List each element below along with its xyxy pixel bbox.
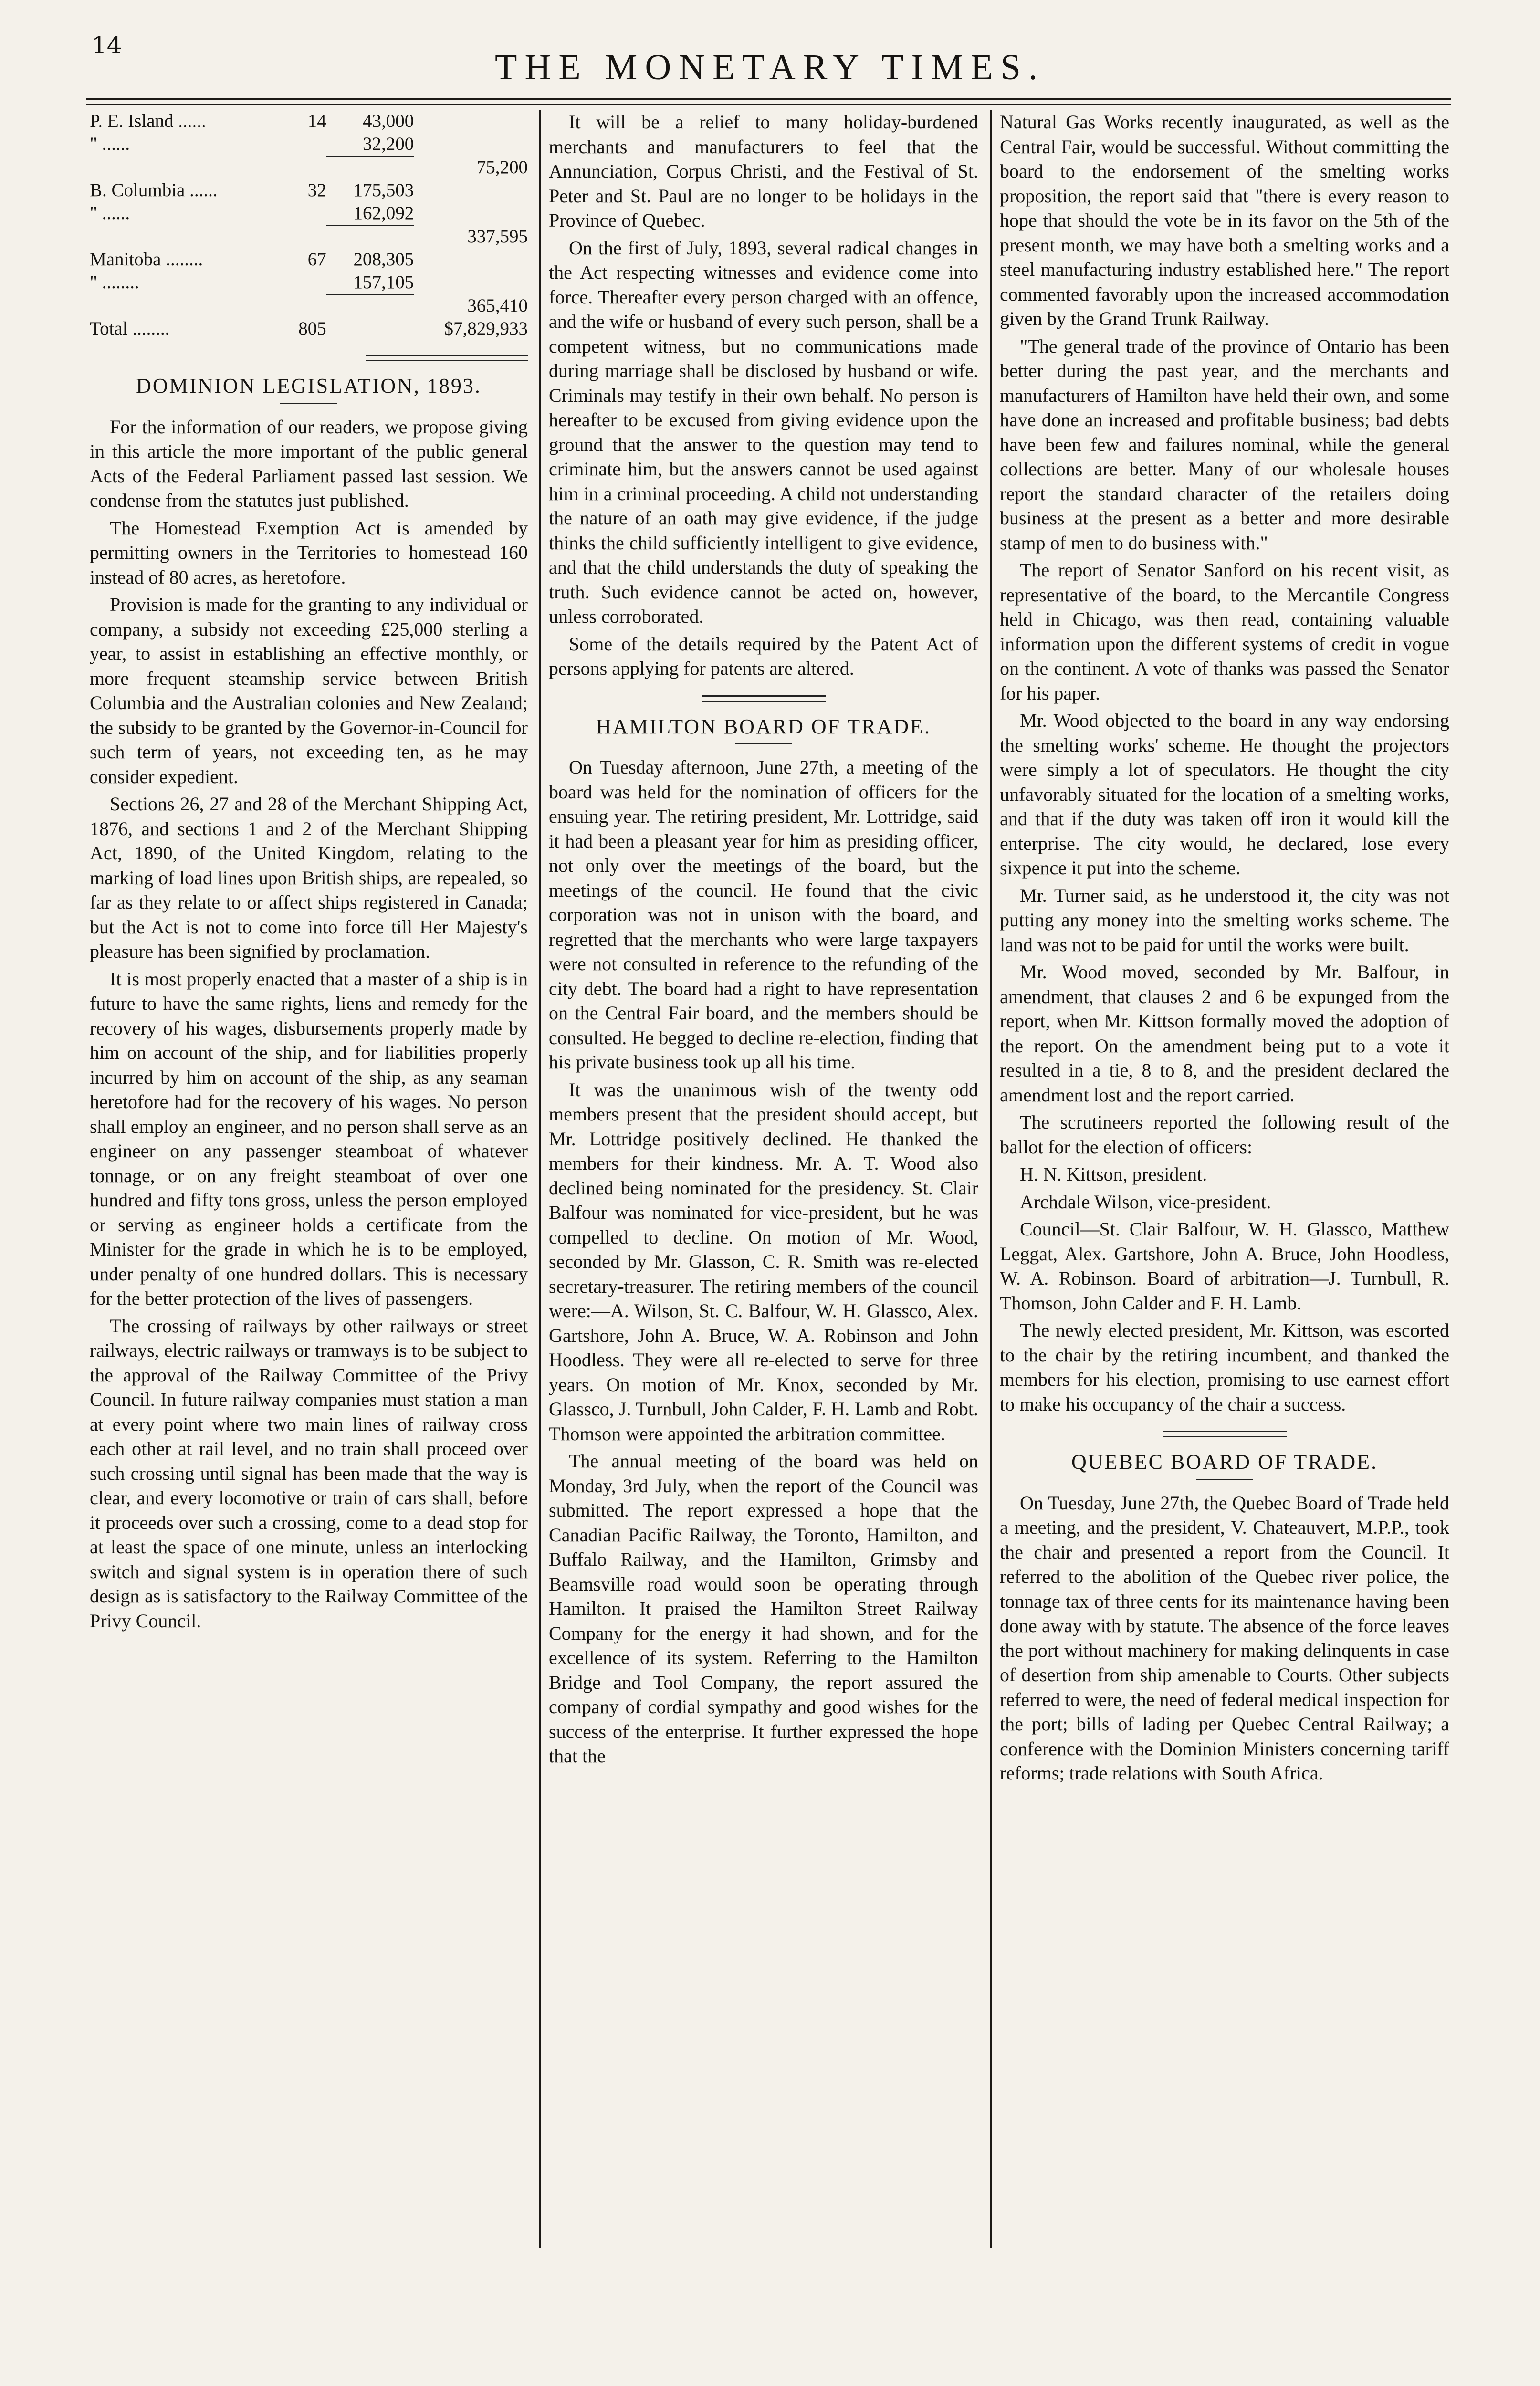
province-cell: " ...... [90, 134, 130, 154]
paragraph: Mr. Wood moved, seconded by Mr. Balfour, in amendment, that clauses 2 and 6 be expunged from the report, when Mr. Kittson formally moved the adoption of the report. On the amendment being put to a vote it resulted in a tie, 8 to 8, and the president declared the amendment lost and the report carried. [1000, 961, 1449, 1106]
count-cell: 67 [307, 249, 326, 270]
statistics-table [90, 110, 528, 340]
amount-cell [326, 156, 414, 179]
paragraph: The report of Senator Sanford on his recent visit, as representative of the board, to the Mercantile Congress held in Chicago, was then read, containing valuable information upon the different systems of credit in vogue on the continent. A vote of thanks was passed the Senator for his paper. [1000, 559, 1449, 704]
count-cell: 805 [298, 318, 326, 339]
paragraph: "The general trade of the province of Ontario has been better during the past year, and the merchants and manufacturers of Hamilton have held their own, and some have done an increased and profitable business; bad debts have been few and failures nominal, while the general collections are better. Many of our wholesale houses report the standard character of the retailers doing business at the present as a better and more desirable stamp of men to do business with." [1000, 335, 1449, 554]
paragraph: The annual meeting of the board was held on Monday, 3rd July, when the report of the Council was submitted. The report expressed a hope that the Canadian Pacific Railway, the Toronto, Hamilton, and Buffalo Railway, and the Hamilton, Grimsby and Beamsville road would soon be operating through Hamilton. It praised the Hamilton Street Railway Company for the energy it had shown, and for the excellence of its system. Referring to the Hamilton Bridge and Tool Company, the report assured the company of cordial sympathy and good wishes for the success of the enterprise. It further expressed the hope that the [549, 1450, 978, 1767]
quebec-board-article [1000, 1491, 1449, 1786]
paragraph: Sections 26, 27 and 28 of the Merchant Shipping Act, 1876, and sections 1 and 2 of the Merchant Shipping Act, 1890, of the United Kingdom, relating to the marking of load lines upon British ships, are repealed, so far as they relate to or affect ships registered in Canada; but the Act is not to come into force till Her Majesty's pleasure has been signified by proclamation. [90, 793, 528, 962]
page-number: 14 [92, 31, 122, 59]
paragraph: The newly elected president, Mr. Kittson, was escorted to the chair by the retiring incumbent, and thanked the members for his election, promising to use earnest effort to make his occupancy of the chair a success. [1000, 1319, 1449, 1415]
province-cell [90, 294, 283, 317]
officer-line: Archdale Wilson, vice-president. [1020, 1191, 1271, 1213]
paragraph: Some of the details required by the Patent Act of persons applying for patents are altered. [549, 633, 978, 679]
column-divider-2 [990, 110, 992, 2248]
count-cell [283, 133, 326, 156]
table-row [90, 248, 528, 271]
column-divider-1 [539, 110, 541, 2248]
count-cell: 32 [307, 180, 326, 200]
amount-cell [326, 317, 414, 340]
subtotal-cell [414, 248, 528, 271]
amount-cell: 32,200 [363, 134, 414, 154]
hamilton-board-continued [1000, 110, 1449, 1416]
subtotal-cell [414, 202, 528, 225]
paragraph: The crossing of railways by other railways or street railways, electric railways or tramways is to be subject to the approval of the Railway Committee of the Privy Council. In future railway companies must station a man at every point where two main lines of railway cross each other at rail level, and no train shall proceed over such crossing until signal has been made that the way is clear, and every locomotive or train of cars shall, before it proceeds over such a crossing, come to a dead stop for at least the space of one minute, unless an interlocking switch and signal system is in operation there of such design as is satisfactory to the Railway Committee of the Privy Council. [90, 1315, 528, 1632]
subtotal-cell: $7,829,933 [444, 318, 528, 339]
table-row [90, 271, 528, 294]
table-row [90, 156, 528, 179]
amount-cell: 208,305 [353, 249, 414, 270]
hamilton-board-heading: HAMILTON BOARD OF TRADE. [596, 714, 931, 738]
table-row [90, 317, 528, 340]
province-cell: Manitoba ........ [90, 249, 203, 270]
officer-line: H. N. Kittson, president. [1020, 1163, 1207, 1185]
province-cell [90, 156, 283, 179]
column-3 [1000, 110, 1449, 1789]
hamilton-board-article [549, 755, 978, 1769]
paragraph: On Tuesday afternoon, June 27th, a meeting of the board was held for the nomination of officers for the ensuing year. The retiring president, Mr. Lottridge, said it had been a pleasant year for him as presiding officer, not only over the meetings of the board, but the meetings of the council. He found that the civic corporation was not in unison with the board, and regretted that the merchants who were large taxpayers were not consulted in reference to the refunding of the city debt. The board had a right to have representation on the Central Fair board, and the members should be consulted. He begged to decline re-election, finding that his private business took up all his time. [549, 756, 978, 1073]
column-2 [549, 110, 978, 1771]
subtotal-cell: 75,200 [476, 157, 528, 178]
subtotal-cell: 365,410 [467, 295, 528, 316]
amount-cell: 157,105 [353, 272, 414, 293]
amount-cell: 162,092 [353, 203, 414, 223]
paragraph: On Tuesday, June 27th, the Quebec Board of Trade held a meeting, and the president, V. Chateauvert, M.P.P., took the chair and presented a report from the Council. It referred to the abolition of the Quebec river police, the tonnage tax of three cents for its maintenance having been done away with by statute. The absence of the force leaves the port without machinery for making delinquents in case of desertion from ship amenable to Courts. Other subjects referred to were, the need of federal medical inspection for the port; bills of lading per Quebec Central Railway; a conference with the Dominion Ministers concerning tariff reforms; trade relations with South Africa. [1000, 1492, 1449, 1784]
table-row [90, 202, 528, 225]
province-cell: P. E. Island ...... [90, 111, 206, 131]
section-divider [1163, 1431, 1287, 1437]
paragraph: For the information of our readers, we propose giving in this article the more important of the public general Acts of the Federal Parliament passed last session. We condense from the statutes just published. [90, 416, 528, 511]
subtotal-cell: 337,595 [467, 226, 528, 247]
table-row [90, 133, 528, 156]
province-cell: " ........ [90, 272, 139, 293]
count-cell: 14 [307, 111, 326, 131]
count-cell [283, 294, 326, 317]
amount-cell [326, 225, 414, 248]
quebec-board-heading: QUEBEC BOARD OF TRADE. [1071, 1450, 1378, 1474]
table-row [90, 294, 528, 317]
table-row [90, 225, 528, 248]
header-rule [86, 98, 1451, 100]
subtotal-cell [414, 110, 528, 133]
column-1 [90, 110, 528, 1636]
section-divider [702, 695, 826, 702]
paragraph: It is most properly enacted that a master of a ship is in future to have the same rights, liens and remedy for the recovery of his wages, disbursements properly made by him on account of the ship, and for liabilities properly incurred by him on account of the ship, as any seaman heretofore had for the recovery of his wages. No person shall employ an engineer, and no person shall serve as an engineer on any passenger steamboat of whatever tonnage, or on any freight steamboat of over one hundred and fifty tons gross, unless the person employed or serving as engineer holds a certificate from the Minister for the grade in which he is to be employed, under penalty of one hundred dollars. This is necessary for the better protection of the lives of passengers. [90, 968, 528, 1309]
dominion-legislation-continued [549, 110, 978, 681]
table-row [90, 179, 528, 202]
paragraph: It was the unanimous wish of the twenty odd members present that the president should accept, but Mr. Lottridge positively declined. He thanked the members for their kindness. Mr. A. T. Wood also declined being nominated for the presidency. St. Clair Balfour was nominated for vice-president, but he was compelled to decline. On motion of Mr. Wood, seconded by Mr. Glasson, C. R. Smith was re-elected secretary-treasurer. The retiring members of the council were:—A. Wilson, St. C. Balfour, W. H. Glassco, Alex. Gartshore, John A. Bruce, W. A. Robinson and John Hoodless. They were all re-elected to serve for three years. On motion of Mr. Knox, seconded by Mr. Glassco, J. Turnbull, John Calder, F. H. Lamb and Robt. Thomson were appointed the arbitration committee. [549, 1078, 978, 1444]
amount-cell [326, 294, 414, 317]
count-cell [283, 156, 326, 179]
subtotal-cell [414, 133, 528, 156]
paragraph: It will be a relief to many holiday-burdened merchants and manufacturers to feel that the Annunciation, Corpus Christi, and the Festival of St. Peter and St. Paul are no longer to be holidays in the Province of Quebec. [549, 111, 978, 231]
dominion-legislation-heading: DOMINION LEGISLATION, 1893. [136, 374, 482, 398]
paragraph: On the first of July, 1893, several radical changes in the Act respecting witnesses and evidence come into force. Thereafter every person charged with an offence, and the wife or husband of every such person, shall be a competent witness, but no communications made during marriage shall be disclosed by husband or wife. Criminals may testify in their own behalf. No person is hereafter to be excused from giving evidence upon the ground that the answer to the question may tend to criminate him, but the answers cannot be used against him in a criminal proceeding. A child not understanding the nature of an oath may give evidence, if the judge thinks the child sufficiently intelligent to give evidence, and that the child understands the duty of speaking the truth. Such evidence cannot be acted on, however, unless corroborated. [549, 237, 978, 627]
amount-cell: 43,000 [363, 111, 414, 131]
paragraph: The scrutineers reported the following result of the ballot for the election of officers: [1000, 1111, 1449, 1158]
paragraph: Natural Gas Works recently inaugurated, as well as the Central Fair, would be successful. Without committing the board to the endorsement of the smelting works proposition, the report said that "there is every reason to hope that should the vote be in its favor on the 5th of the present month, we may have both a smelting works and a steel manufacturing industry established here." The report commented favorably upon the increased accommodation given by the Grand Trunk Railway. [1000, 111, 1449, 329]
heading-rule [1196, 1479, 1253, 1480]
count-cell [283, 202, 326, 225]
table-row [90, 110, 528, 133]
table-end-rule [366, 355, 528, 361]
dominion-legislation-article [90, 415, 528, 1633]
province-cell: " ...... [90, 203, 130, 223]
paragraph: Provision is made for the granting to any individual or company, a subsidy not exceeding £25,000 sterling a year, to assist in establishing an effective monthly, or more frequent steamship service between British Columbia and the Australian colonies and New Zealand; the subsidy to be granted by the Governor-in-Council for such term of years, not exceeding ten, as he may consider expedient. [90, 594, 528, 787]
heading-rule [735, 743, 792, 744]
masthead-title: THE MONETARY TIMES. [495, 47, 1045, 87]
paragraph: Mr. Turner said, as he understood it, the city was not putting any money into the smelting works scheme. The land was not to be paid for until the works were built. [1000, 884, 1449, 955]
amount-cell: 175,503 [353, 180, 414, 200]
header-rule-thin [86, 104, 1451, 105]
province-cell: B. Columbia ...... [90, 180, 218, 200]
province-cell [90, 225, 283, 248]
subtotal-cell [414, 179, 528, 202]
paragraph: Mr. Wood objected to the board in any way endorsing the smelting works' scheme. He thought the projectors were simply a lot of speculators. He thought the city unfavorably situated for the location of a smelting works, and that if the duty was taken off iron it would kill the enterprise. The city would, he declared, lose every sixpence it put into the scheme. [1000, 710, 1449, 879]
heading-rule [280, 403, 337, 404]
paragraph: Council—St. Clair Balfour, W. H. Glassco, Matthew Leggat, Alex. Gartshore, John A. Bruce, John Hoodless, W. A. Robinson. Board of arbitration—J. Turnbull, R. Thomson, John Calder and F. H. Lamb. [1000, 1218, 1449, 1314]
subtotal-cell [414, 271, 528, 294]
paragraph: The Homestead Exemption Act is amended by permitting owners in the Territories to homestead 160 instead of 80 acres, as heretofore. [90, 517, 528, 588]
count-cell [283, 271, 326, 294]
count-cell [283, 225, 326, 248]
province-cell: Total ........ [90, 318, 170, 339]
